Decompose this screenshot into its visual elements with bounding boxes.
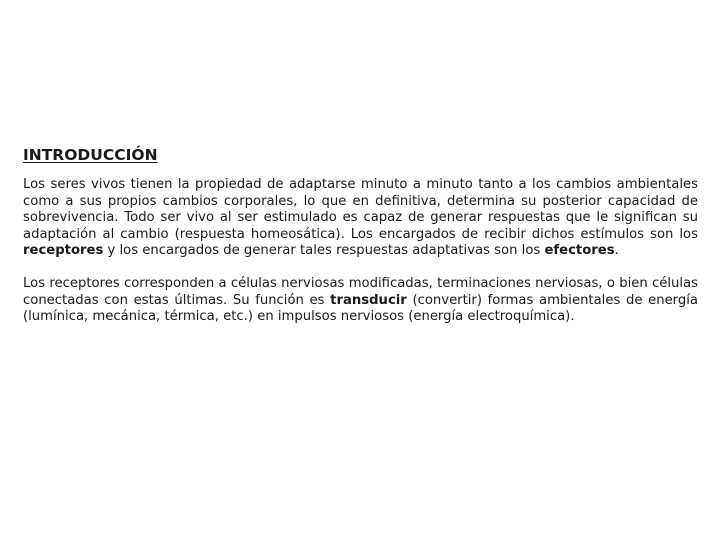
paragraph-intro	[23, 177, 698, 260]
paragraph-receptores-text-b: (convertir) formas ambientales de energía (lumínica, mecánica, térmica, etc.) en impulsos nerviosos (energía electroquímica).	[23, 292, 698, 325]
paragraph-receptores-text-a: Los receptores corresponden a células nerviosas modificadas, terminaciones nerviosas, o bien células conectadas con estas últimas. Su función es	[23, 275, 698, 308]
paragraph-intro-text-c: .	[614, 243, 619, 259]
paragraph-intro-text-b: y los encargados de generar tales respuestas adaptativas son los	[103, 243, 545, 259]
paragraph-intro-text-a: Los seres vivos tienen la propiedad de adaptarse minuto a minuto tanto a los cambios ambientales como a sus propios cambios corporales, lo que en definitiva, determina su posterior capacidad de sobrevivencia. Todo ser vivo al ser estimulado es capaz de generar respuestas que le significan su adaptación al cambio (respuesta homeosática). Los encargados de recibir dichos estímulos son los	[23, 177, 698, 242]
term-transducir: transducir	[330, 292, 407, 308]
term-receptores: receptores	[23, 243, 104, 259]
section-heading: INTRODUCCIÓN	[23, 146, 158, 164]
paragraph-receptores	[23, 276, 698, 326]
document-body	[23, 145, 698, 326]
term-efectores: efectores	[544, 243, 615, 259]
